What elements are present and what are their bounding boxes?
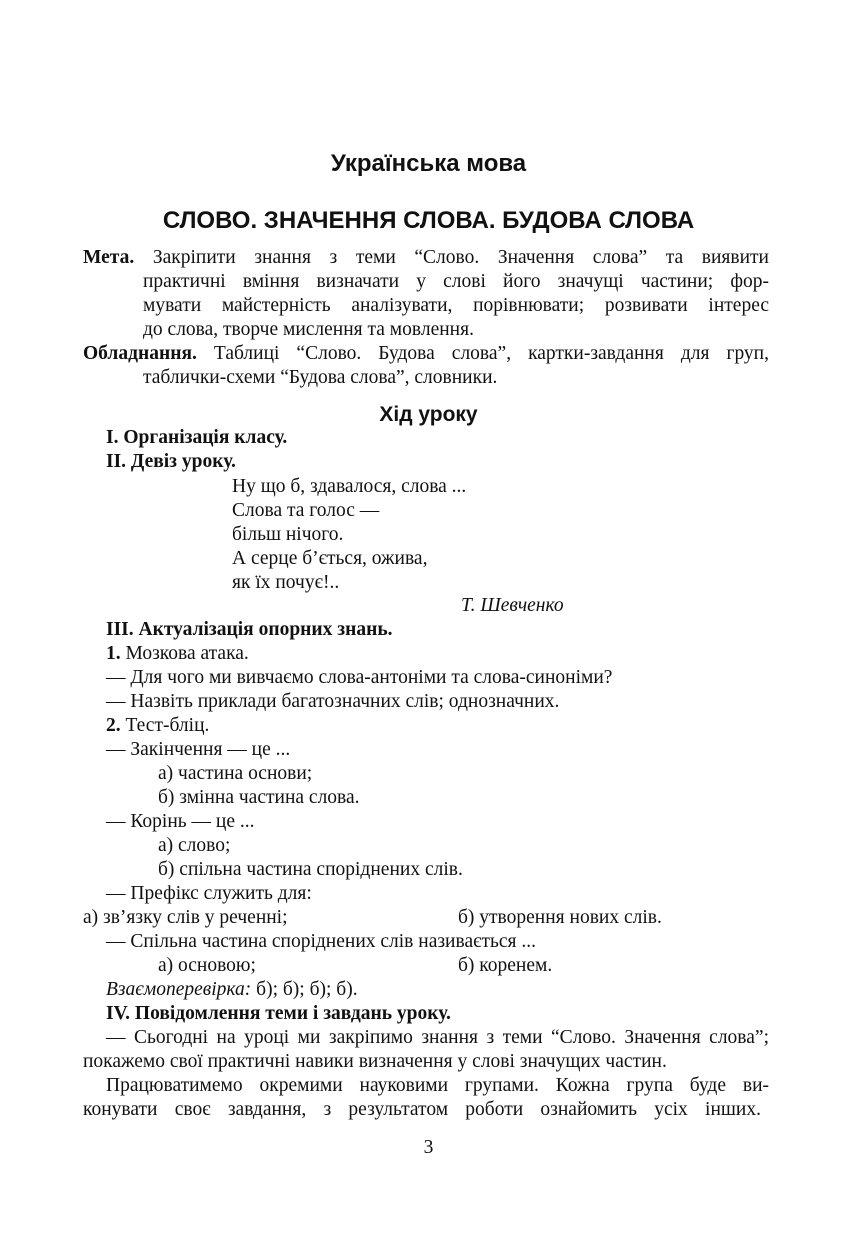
question-1: — Для чого ми вивчаємо слова-антоніми та слова-синоніми? — [106, 667, 613, 688]
poem-line-1: Ну що б, здавалося, слова ... — [232, 476, 467, 497]
section-actualization: III. Актуалізація опорних знань. — [106, 619, 393, 640]
poem-author: Т. Шевченко — [461, 595, 564, 616]
paragraph-2-line-1: Працюватимемо окремими науковими групами. Кожна група буде ви- — [106, 1075, 769, 1096]
poem-line-3: більш нічого. — [232, 524, 344, 545]
section-topic-announcement: IV. Повідомлення теми і завдань уроку. — [106, 1003, 451, 1024]
lesson-heading: Хід уроку — [379, 403, 478, 426]
test-4-option-b: б) коренем. — [458, 955, 553, 976]
section-motto: II. Девіз уроку. — [106, 451, 236, 472]
test-question-3: — Префікс служить для: — [106, 883, 312, 904]
goal-line-4: до слова, творче мислення та мовлення. — [143, 319, 474, 340]
test-question-2: — Корінь — це ... — [106, 811, 255, 832]
test-3-option-a: а) зв’язку слів у реченні; — [83, 907, 288, 928]
equipment-label: Обладнання. — [83, 343, 197, 364]
test-2-option-b: б) спільна частина споріднених слів. — [158, 859, 463, 880]
goal-block — [83, 246, 769, 342]
goal-line-1: Мета. Закріпити знання з теми “Слово. Значення слова” та виявити — [83, 247, 769, 268]
test-2-option-a: а) слово; — [158, 835, 231, 856]
test-4-option-a: а) основою; — [158, 955, 256, 976]
test-1-option-b: б) змінна частина слова. — [158, 787, 360, 808]
topic-title: СЛОВО. ЗНАЧЕННЯ СЛОВА. БУДОВА СЛОВА — [162, 207, 695, 234]
test-1-option-a: а) частина основи; — [158, 763, 313, 784]
paragraph-2 — [83, 1074, 769, 1122]
subject-title: Українська мова — [330, 150, 527, 177]
blitz-item: 2. Тест-бліц. — [106, 715, 210, 736]
paragraph-1 — [83, 1026, 769, 1074]
test-question-4: — Спільна частина споріднених слів називається ... — [106, 931, 537, 952]
question-2: — Назвіть приклади багатозначних слів; однозначних. — [106, 691, 560, 712]
goal-line-3: мувати майстерність аналізувати, порівнювати; розвивати інтерес — [143, 295, 769, 316]
equipment-line-2: таблички-схеми “Будова слова”, словники. — [143, 367, 498, 388]
section-organization: I. Організація класу. — [106, 427, 288, 448]
equipment-block — [83, 342, 769, 390]
poem-line-2: Слова та голос — — [232, 500, 380, 521]
goal-line-2: практичні вміння визначати у слові його значущі частини; фор- — [143, 271, 769, 292]
paragraph-1-line-1: — Сьогодні на уроці ми закріпимо знання з теми “Слово. Значення слова”; — [106, 1027, 769, 1048]
peer-check: Взаємоперевірка: б); б); б); б). — [106, 979, 358, 1000]
page-number: 3 — [423, 1137, 434, 1158]
goal-label: Мета. — [83, 247, 135, 268]
poem-line-5: як їх почує!.. — [232, 572, 340, 593]
brainstorm-item: 1. Мозкова атака. — [106, 643, 249, 664]
test-question-1: — Закінчення — це ... — [106, 739, 291, 760]
equipment-line-1: Обладнання. Таблиці “Слово. Будова слова”, картки-завдання для груп, — [83, 343, 769, 364]
paragraph-1-line-2: покажемо свої практичні навики визначення у слові значущих частин. — [83, 1051, 667, 1072]
poem-line-4: А серце б’ється, ожива, — [232, 548, 428, 569]
paragraph-2-line-2: конувати своє завдання, з результатом роботи ознайомить усіх інших. — [83, 1099, 761, 1120]
test-3-option-b: б) утворення нових слів. — [458, 907, 662, 928]
